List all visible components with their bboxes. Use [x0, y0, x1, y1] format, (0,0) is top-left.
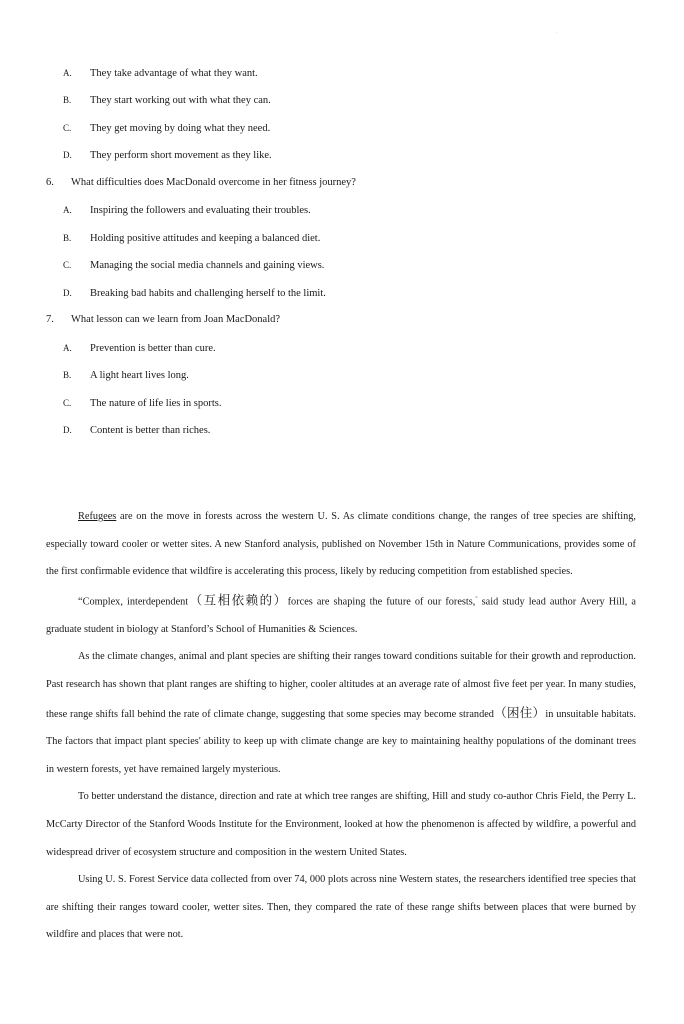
option-letter: B.	[63, 233, 72, 243]
paragraph-text: said study lead author Avery Hill, a graduate student in biology at Stanford’s School of Humanities & Sciences.	[46, 596, 636, 635]
quote-mark: ”	[475, 596, 478, 602]
header-mark: ·	[556, 30, 558, 36]
option-letter: B.	[63, 95, 72, 105]
option-text: Holding positive attitudes and keeping a balanced diet.	[90, 233, 321, 244]
option-text: Breaking bad habits and challenging herself to the limit.	[90, 288, 326, 299]
q6-option-c	[63, 258, 324, 273]
q7-option-c	[63, 396, 222, 411]
option-letter: A.	[63, 68, 72, 78]
underlined-word: Refugees	[78, 511, 117, 522]
option-letter: D.	[63, 150, 72, 160]
option-text: The nature of life lies in sports.	[90, 398, 222, 409]
passage-paragraph-2	[46, 586, 636, 644]
chinese-gloss: （困住）	[493, 704, 546, 720]
question-text: What difficulties does MacDonald overcome in her fitness journey?	[71, 177, 356, 188]
passage-paragraph-4: To better understand the distance, direction and rate at which tree ranges are shifting, Hill and study co-author Chris Field, the Perry L. McCarty Director of the Stanford Woods Institute for the Environment, looked at how the phenomenon is affected by wildfire, a powerful and widespread driver of ecosystem structure and composition in the western United States.	[46, 791, 636, 858]
q5-option-b	[63, 93, 271, 108]
paragraph-text: are on the move in forests across the western U. S. As climate conditions change, the ranges of tree species are shifting, especially toward cooler or wetter sites. A new Stanford analysis, published on November 15th in Nature Communications, provides some of the first confirmable evidence that wildfire is accelerating this process, likely by reducing competition from established species.	[46, 511, 636, 578]
q7-option-a	[63, 341, 216, 356]
option-text: They start working out with what they can.	[90, 95, 271, 106]
passage-paragraph-3	[46, 643, 636, 783]
option-text: They get moving by doing what they need.	[90, 123, 271, 134]
q6-option-b	[63, 231, 320, 246]
question-text: What lesson can we learn from Joan MacDonald?	[71, 314, 281, 325]
option-letter: A.	[63, 343, 72, 353]
q6-option-a	[63, 203, 311, 218]
option-letter: C.	[63, 123, 72, 133]
q5-option-d	[63, 148, 272, 163]
q5-option-c	[63, 121, 270, 136]
option-letter: B.	[63, 370, 72, 380]
question-6	[46, 176, 356, 190]
option-letter: A.	[63, 205, 72, 215]
paragraph-text: “Complex, interdependent	[78, 596, 189, 608]
passage-paragraph-5: Using U. S. Forest Service data collected from over 74, 000 plots across nine Western states, the researchers identified tree species that are shifting their ranges toward cooler, wetter sites. Then, they compared the rate of these range shifts between places that were burned by wildfire and places that were not.	[46, 874, 636, 941]
option-letter: D.	[63, 288, 72, 298]
option-text: Content is better than riches.	[90, 425, 211, 436]
q7-option-d	[63, 423, 210, 438]
question-7	[46, 313, 280, 327]
option-text: Inspiring the followers and evaluating their troubles.	[90, 205, 311, 216]
paragraph-text: in unsuitable habitats. The factors that impact plant species' ability to keep up with climate change are key to maintaining healthy populations of the dominant trees in western forests, yet have remained largely mysterious.	[46, 708, 636, 775]
option-text: Managing the social media channels and gaining views.	[90, 260, 325, 271]
q5-option-a	[63, 66, 258, 81]
question-number: 7.	[46, 314, 54, 325]
q6-option-d	[63, 286, 326, 301]
option-letter: D.	[63, 425, 72, 435]
option-text: A light heart lives long.	[90, 370, 189, 381]
question-number: 6.	[46, 177, 54, 188]
option-letter: C.	[63, 398, 72, 408]
paragraph-text: forces are shaping the future of our forests,	[287, 596, 476, 608]
paragraph-text: As the climate changes, animal and plant species are shifting their ranges toward conditions suitable for their growth and reproduction. Past research has shown that plant ranges are shifting to higher, cooler altitudes at an average rate of almost five feet per year. In many studies, these range shifts fall behind the rate of climate change, suggesting that some species may become stranded	[46, 651, 636, 720]
option-text: They perform short movement as they like.	[90, 150, 272, 161]
option-letter: C.	[63, 260, 72, 270]
chinese-gloss: （互相依赖的）	[188, 592, 288, 608]
passage-paragraph-1	[46, 503, 636, 586]
option-text: They take advantage of what they want.	[90, 68, 258, 79]
q7-option-b	[63, 368, 189, 383]
reading-passage	[46, 503, 636, 949]
option-text: Prevention is better than cure.	[90, 343, 216, 354]
